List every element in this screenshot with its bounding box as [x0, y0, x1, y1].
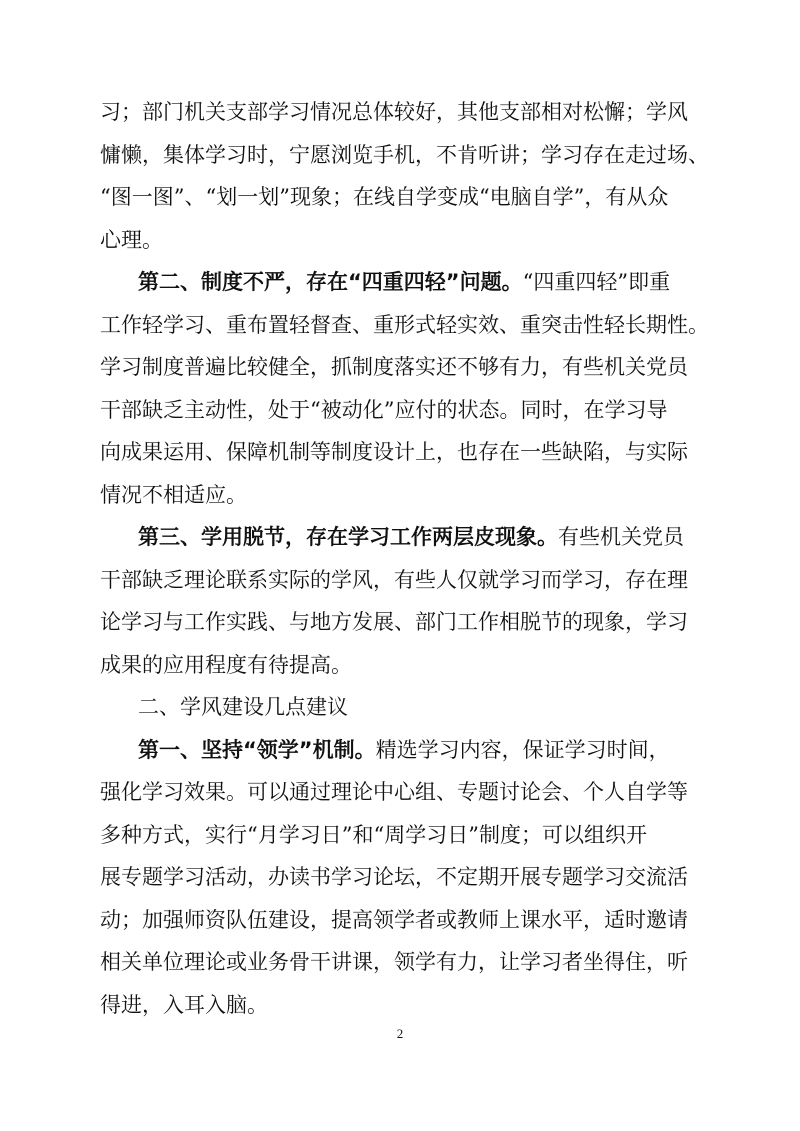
paragraph-heading: 第三、学用脱节，存在学习工作两层皮现象。 — [138, 525, 558, 549]
text-line: 情况不相适应。 — [100, 483, 247, 507]
text-line: 相关单位理论或业务骨干讲课，领学有力，让学习者坐得住，听 — [100, 950, 688, 974]
page-number: 2 — [396, 1026, 404, 1041]
paragraph-text: 精选学习内容，保证学习时间， — [375, 738, 670, 762]
paragraph-line — [138, 522, 684, 552]
text-line: 论学习与工作实践、与地方发展、部门工作相脱节的现象，学习 — [100, 610, 688, 634]
text-line: 慵懒，集体学习时，宁愿浏览手机，不肯听讲；学习存在走过场、 — [100, 143, 709, 167]
text-line: 得进，入耳入脑。 — [100, 993, 268, 1017]
text-line: “图一图”、“划一划”现象；在线自学变成“电脑自学”，有从众 — [100, 185, 669, 209]
section-heading: 二、学风建设几点建议 — [138, 695, 348, 719]
paragraph-text: 有些机关党员 — [558, 525, 684, 549]
text-line: 干部缺乏主动性，处于“被动化”应付的状态。同时，在学习导 — [100, 398, 668, 422]
paragraph-line — [138, 735, 670, 765]
paragraph-line — [138, 267, 670, 297]
paragraph-text: “四重四轻”即重 — [522, 270, 671, 294]
paragraph-heading: 第一、坚持“领学”机制。 — [138, 738, 376, 762]
text-line: 成果的应用程度有待提高。 — [100, 653, 352, 677]
text-line: 习；部门机关支部学习情况总体较好，其他支部相对松懈；学风 — [100, 100, 688, 124]
text-line: 心理。 — [100, 228, 163, 252]
paragraph-heading: 第二、制度不严，存在“四重四轻”问题。 — [138, 270, 523, 294]
text-line: 强化学习效果。可以通过理论中心组、专题讨论会、个人自学等 — [100, 780, 688, 804]
text-line: 动；加强师资队伍建设，提高领学者或教师上课水平，适时邀请 — [100, 908, 688, 932]
text-line: 多种方式，实行“月学习日”和“周学习日”制度；可以组织开 — [100, 823, 647, 847]
text-line: 向成果运用、保障机制等制度设计上，也存在一些缺陷，与实际 — [100, 440, 688, 464]
text-line: 学习制度普遍比较健全，抓制度落实还不够有力，有些机关党员 — [100, 355, 688, 379]
text-line: 展专题学习活动，办读书学习论坛，不定期开展专题学习交流活 — [100, 865, 688, 889]
text-line: 干部缺乏理论联系实际的学风，有些人仅就学习而学习，存在理 — [100, 568, 688, 592]
text-line: 工作轻学习、重布置轻督查、重形式轻实效、重突击性轻长期性。 — [100, 313, 709, 337]
